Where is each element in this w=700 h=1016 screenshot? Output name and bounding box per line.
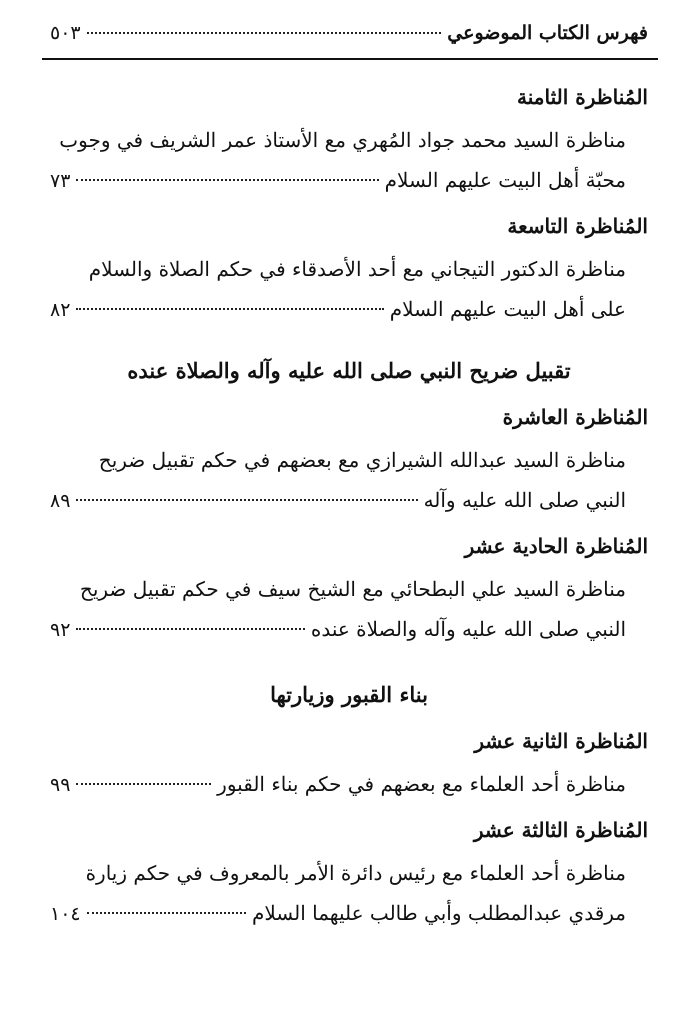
entry-last-line: [50, 615, 648, 644]
toc-entry[interactable]: [50, 446, 648, 515]
toc-entry[interactable]: [50, 126, 648, 195]
entry-line: مناظرة السيد علي البطحائي مع الشيخ سيف في حكم تقبيل ضريح: [79, 577, 626, 601]
entry-text: مناظرة أحد العلماء مع بعضهم في حكم بناء القبور: [217, 772, 626, 796]
page-number: ٩٩: [50, 774, 71, 796]
page-number: ١٠٤: [50, 903, 81, 925]
entry-text: النبي صلى الله عليه وآله: [423, 488, 626, 512]
debate-heading: المُناظرة الثامنة: [517, 85, 648, 109]
leader-dots: [76, 628, 304, 630]
section-title: بناء القبور وزيارتها: [270, 682, 428, 707]
leader-dots: [87, 912, 246, 914]
section-title: تقبيل ضريح النبي صلى الله عليه وآله والصلاة عنده: [127, 358, 571, 383]
entry-text: على أهل البيت عليهم السلام: [389, 297, 626, 321]
entry-line: مناظرة أحد العلماء مع رئيس دائرة الأمر بالمعروف في حكم زيارة: [85, 861, 626, 885]
entry-last-line: [50, 166, 648, 195]
toc-entry[interactable]: [50, 255, 648, 324]
entry-text: محبّة أهل البيت عليهم السلام: [384, 168, 626, 192]
header-rule: [42, 58, 658, 60]
debate-heading: المُناظرة التاسعة: [507, 214, 648, 238]
leader-dots: [76, 179, 378, 181]
entry-text: مرقدي عبدالمطلب وأبي طالب عليهما السلام: [251, 901, 626, 925]
page-number: ٩٢: [50, 619, 71, 641]
debate-heading: المُناظرة الثانية عشر: [474, 729, 648, 753]
leader-dots: [76, 783, 211, 785]
running-header: [50, 22, 648, 44]
toc-entry[interactable]: [50, 770, 648, 799]
entry-last-line: [50, 486, 648, 515]
toc-entry[interactable]: [50, 575, 648, 644]
entry-line: مناظرة السيد عبدالله الشيرازي مع بعضهم في حكم تقبيل ضريح: [98, 448, 626, 472]
header-title: فهرس الكتاب الموضوعي: [447, 22, 648, 44]
page-number: ٨٩: [50, 490, 71, 512]
entry-line: مناظرة السيد محمد جواد المُهري مع الأستاذ عمر الشريف في وجوب: [59, 128, 626, 152]
entry-last-line: [50, 295, 648, 324]
header-leader-dots: [87, 32, 442, 34]
leader-dots: [76, 499, 417, 501]
entry-line: مناظرة الدكتور التيجاني مع أحد الأصدقاء في حكم الصلاة والسلام: [88, 257, 626, 281]
toc-entry[interactable]: [50, 859, 648, 928]
debate-heading: المُناظرة العاشرة: [502, 405, 648, 429]
debate-heading: المُناظرة الثالثة عشر: [473, 818, 648, 842]
header-page-number: ٥٠٣: [50, 22, 81, 44]
page-number: ٧٣: [50, 170, 71, 192]
toc-content: [50, 80, 648, 942]
debate-heading: المُناظرة الحادية عشر: [464, 534, 648, 558]
entry-text: النبي صلى الله عليه وآله والصلاة عنده: [310, 617, 626, 641]
page-number: ٨٢: [50, 299, 71, 321]
entry-last-line: [50, 899, 648, 928]
leader-dots: [76, 308, 383, 310]
